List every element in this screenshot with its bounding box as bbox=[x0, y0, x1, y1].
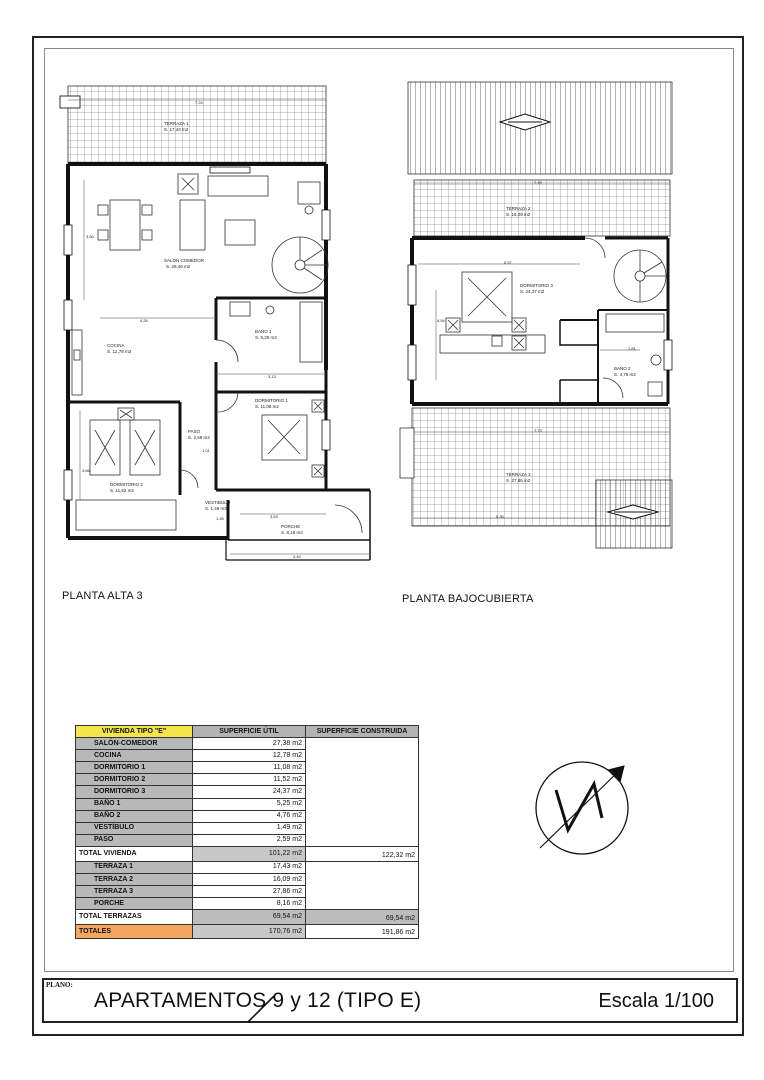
plan-label-planta-alta: PLANTA ALTA 3 bbox=[62, 590, 143, 602]
dormitorio-2-area: S. 11,52 m2 bbox=[110, 488, 134, 493]
paso-label: PASO bbox=[188, 429, 201, 434]
row-name: PORCHE bbox=[76, 898, 193, 910]
total-terrazas-label: TOTAL TERRAZAS bbox=[76, 910, 193, 925]
porche-label: PORCHE bbox=[281, 524, 301, 529]
row-name: BAÑO 2 bbox=[76, 810, 193, 822]
drawing-title: APARTAMENTOS 9 y 12 (TIPO E) bbox=[94, 989, 422, 1012]
terraza-1-label: TERRAZA 1 bbox=[164, 121, 189, 126]
row-name: TERRAZA 1 bbox=[76, 861, 193, 873]
dim-label: 4,54 bbox=[437, 318, 445, 323]
row-name: TERRAZA 3 bbox=[76, 886, 193, 898]
row-util: 11,52 m2 bbox=[193, 774, 306, 786]
bano-1-area: S. 5,25 m2 bbox=[255, 335, 277, 340]
terraza-2-area: S. 16,09 m2 bbox=[506, 212, 531, 217]
table-header: VIVIENDA TIPO "E" bbox=[76, 726, 193, 738]
row-name: TERRAZA 2 bbox=[76, 874, 193, 886]
dim-label: 1,45 bbox=[216, 516, 224, 521]
terraza-3-label: TERRAZA 3 bbox=[506, 472, 531, 477]
total-terrazas-construida: 69,54 m2 bbox=[306, 910, 419, 925]
handwritten-strike-mark bbox=[240, 994, 280, 1024]
terraza-1-area: S. 17,43 m2 bbox=[164, 127, 189, 132]
row-util: 5,25 m2 bbox=[193, 798, 306, 810]
bano-2-label: BAÑO 2 bbox=[614, 366, 631, 371]
totales-row bbox=[76, 925, 419, 939]
row-name: VESTÍBULO bbox=[76, 822, 193, 834]
plan-planta-bajocubierta bbox=[400, 82, 672, 548]
plan-planta-alta-3 bbox=[60, 86, 370, 560]
dormitorio-2-label: DORMITORIO 2 bbox=[110, 482, 143, 487]
porche-area: S. 8,16 m2 bbox=[281, 530, 303, 535]
bano-1-label: BAÑO 1 bbox=[255, 329, 272, 334]
dim-label: 7,19 bbox=[534, 180, 542, 185]
salon-label: SALON COMEDOR bbox=[164, 258, 205, 263]
dim-label: 3,66 bbox=[82, 468, 90, 473]
table-row bbox=[76, 738, 419, 750]
row-name: DORMITORIO 2 bbox=[76, 774, 193, 786]
dim-label: 4,40 bbox=[293, 554, 301, 559]
row-util: 17,43 m2 bbox=[193, 861, 306, 873]
row-util: 12,78 m2 bbox=[193, 750, 306, 762]
terraza-1-area bbox=[68, 86, 326, 164]
north-arrow-icon bbox=[536, 762, 628, 854]
table-row bbox=[76, 861, 419, 873]
plan-label-bajocubierta: PLANTA BAJOCUBIERTA bbox=[402, 593, 534, 605]
vestibulo-area: S. 1,49 m2 bbox=[205, 506, 227, 511]
row-util: 8,16 m2 bbox=[193, 898, 306, 910]
row-util: 24,37 m2 bbox=[193, 786, 306, 798]
dormitorio-3-area: S. 24,37 m2 bbox=[520, 289, 545, 294]
row-name: PASO bbox=[76, 834, 193, 846]
dormitorio-1-label: DORMITORIO 1 bbox=[255, 398, 288, 403]
plano-label: PLANO: bbox=[46, 981, 73, 989]
terraza-2-area bbox=[414, 180, 670, 236]
row-util: 16,09 m2 bbox=[193, 874, 306, 886]
row-util: 27,86 m2 bbox=[193, 886, 306, 898]
surface-table bbox=[75, 725, 419, 939]
row-name: SALÓN-COMEDOR bbox=[76, 738, 193, 750]
roof-hatch-top bbox=[408, 82, 672, 174]
row-name: COCINA bbox=[76, 750, 193, 762]
dim-label: 7,24 bbox=[195, 100, 203, 105]
total-terrazas-row bbox=[76, 910, 419, 925]
row-util: 2,59 m2 bbox=[193, 834, 306, 846]
totales-label: TOTALES bbox=[76, 925, 193, 939]
row-util: 4,76 m2 bbox=[193, 810, 306, 822]
dim-label: 5,30 bbox=[496, 514, 504, 519]
dim-label: 6,57 bbox=[504, 260, 512, 265]
paso-area: S. 2,59 m2 bbox=[188, 435, 210, 440]
total-terrazas-util: 69,54 m2 bbox=[193, 910, 306, 925]
totales-construida: 191,86 m2 bbox=[306, 925, 419, 939]
bano-2-area: S. 4,76 m2 bbox=[614, 372, 636, 377]
table-header: SUPERFICIE CONSTRUIDA bbox=[306, 726, 419, 738]
totales-util: 170,76 m2 bbox=[193, 925, 306, 939]
dim-label: 7,73 bbox=[534, 428, 542, 433]
dim-label: 3,80 bbox=[86, 234, 94, 239]
vestibulo-label: VESTIBULO bbox=[205, 500, 231, 505]
terraza-2-label: TERRAZA 2 bbox=[506, 206, 531, 211]
terraza-3-area: S. 27,86 m2 bbox=[506, 478, 531, 483]
dormitorio-1-area: S. 11,08 m2 bbox=[255, 404, 279, 409]
row-name: DORMITORIO 1 bbox=[76, 762, 193, 774]
dim-label: 4,26 bbox=[140, 318, 148, 323]
table-header: SUPERFICIE ÚTIL bbox=[193, 726, 306, 738]
total-vivienda-util: 101,22 m2 bbox=[193, 846, 306, 861]
table-header-row bbox=[76, 726, 419, 738]
row-name: BAÑO 1 bbox=[76, 798, 193, 810]
dim-label: 3,13 bbox=[268, 374, 276, 379]
cocina-label: COCINA bbox=[107, 343, 125, 348]
construida-blank bbox=[306, 861, 419, 909]
total-vivienda-row bbox=[76, 846, 419, 861]
total-vivienda-construida: 122,32 m2 bbox=[306, 846, 419, 861]
row-util: 27,38 m2 bbox=[193, 738, 306, 750]
cocina-area: S. 12,78 m2 bbox=[107, 349, 132, 354]
salon-area: S. 28,46 m2 bbox=[166, 264, 191, 269]
construida-blank bbox=[306, 738, 419, 847]
row-util: 11,08 m2 bbox=[193, 762, 306, 774]
row-name: DORMITORIO 3 bbox=[76, 786, 193, 798]
dormitorio-3-label: DORMITORIO 3 bbox=[520, 283, 553, 288]
row-util: 1,49 m2 bbox=[193, 822, 306, 834]
dim-label: 1,81 bbox=[628, 346, 636, 351]
title-block bbox=[42, 978, 738, 1023]
dim-label: 3,53 bbox=[270, 514, 278, 519]
scale-label: Escala 1/100 bbox=[598, 990, 714, 1012]
dim-label: 1,01 bbox=[202, 448, 210, 453]
total-vivienda-label: TOTAL VIVIENDA bbox=[76, 846, 193, 861]
